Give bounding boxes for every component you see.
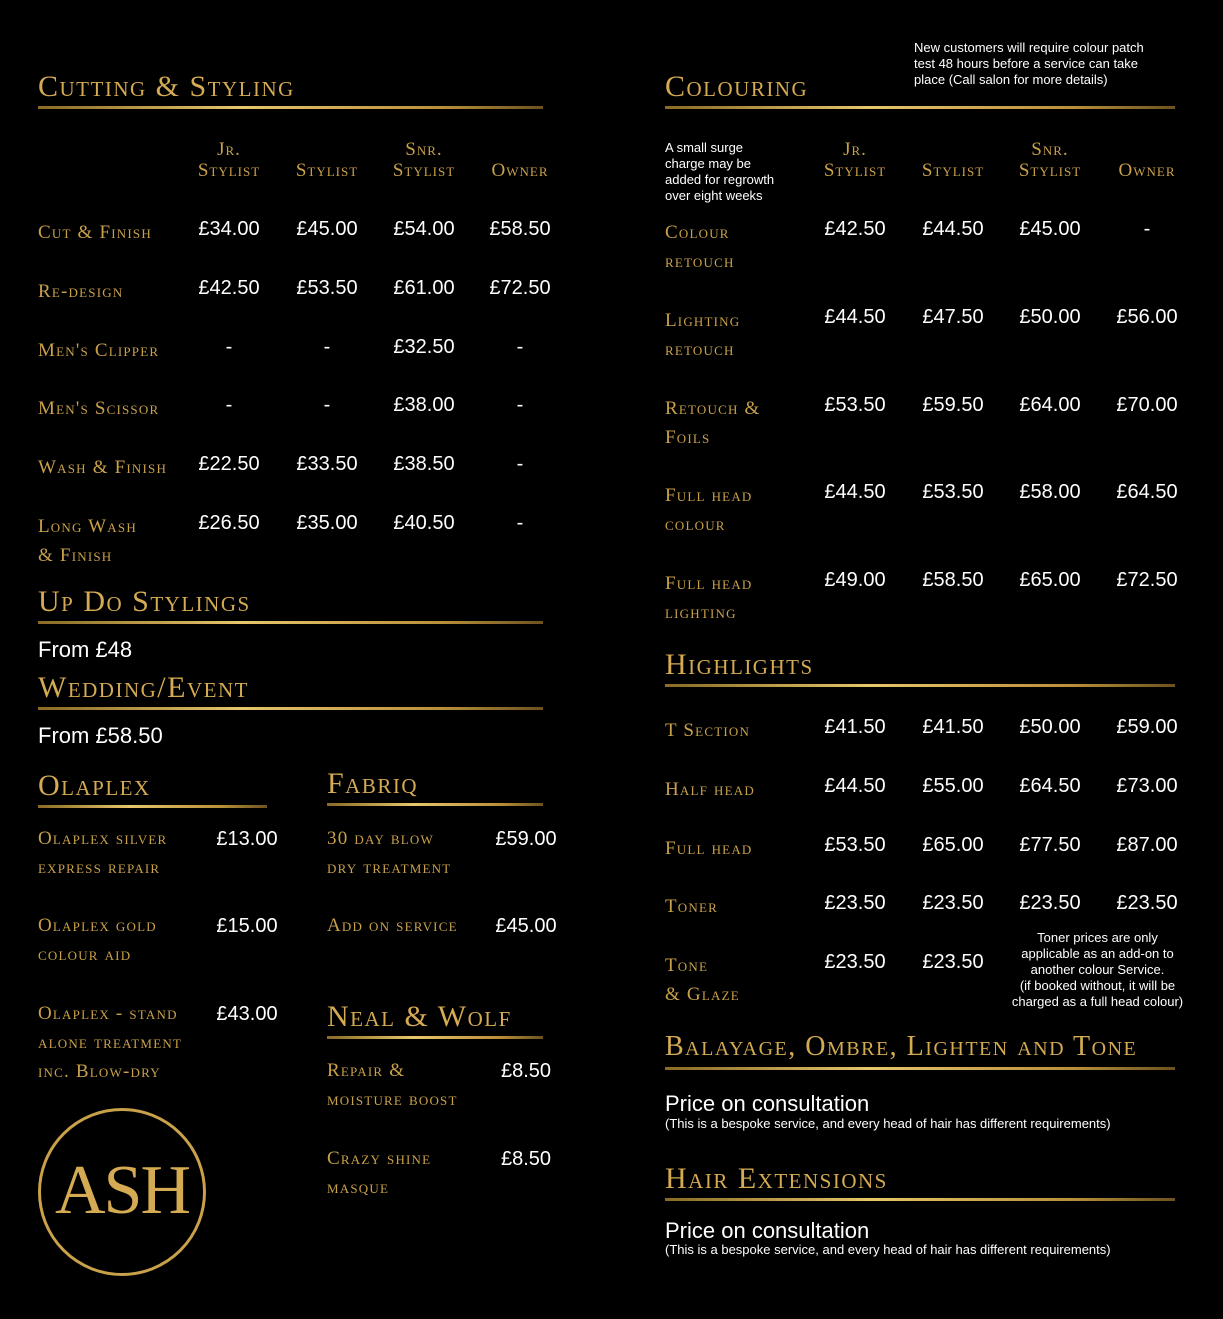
column-header-line: Owner bbox=[491, 160, 549, 181]
wedding-price-text: From £58.50 bbox=[38, 723, 163, 748]
column-header-line: Stylist bbox=[197, 160, 261, 181]
colouring-price: £42.50 bbox=[824, 218, 886, 240]
cutting-price: £58.50 bbox=[489, 218, 551, 240]
highlights-service-name-line: Tone bbox=[665, 955, 709, 977]
column-header-line bbox=[1087, 139, 1207, 160]
ash-logo bbox=[38, 1108, 206, 1276]
colouring-service-name bbox=[665, 394, 760, 452]
cutting-price: £22.50 bbox=[198, 453, 260, 476]
column-header-line: Stylist bbox=[823, 160, 887, 181]
cutting-service-name-line: Men's Scissor bbox=[38, 398, 160, 420]
updo-title: Up Do Stylings bbox=[38, 585, 251, 618]
updo-rule bbox=[38, 621, 543, 624]
cutting-service-name-line: Long Wash bbox=[38, 516, 137, 537]
olaplex-item-name-line: Olaplex silver bbox=[38, 828, 168, 849]
cutting-price: - bbox=[225, 394, 233, 417]
highlights-price: £41.50 bbox=[824, 716, 886, 738]
olaplex-item-name-line: express repair bbox=[38, 857, 161, 878]
colouring-price: £58.50 bbox=[922, 569, 984, 592]
highlights-price: £73.00 bbox=[1116, 774, 1178, 797]
colouring-service-name bbox=[665, 306, 740, 364]
top-notice-line: New customers will require colour patch bbox=[914, 40, 1144, 55]
cutting-price: - bbox=[323, 335, 331, 358]
fabriq-title: Fabriq bbox=[327, 767, 419, 800]
wedding-rule bbox=[38, 707, 543, 710]
highlights-price: £41.50 bbox=[922, 716, 984, 738]
highlights-price: £23.50 bbox=[824, 951, 886, 974]
cutting-service-name-line: Men's Clipper bbox=[38, 339, 160, 361]
colouring-service-name-line: Colour bbox=[665, 222, 730, 243]
highlights-service-name-line: T Section bbox=[665, 720, 751, 741]
colouring-service-name-line: retouch bbox=[665, 338, 735, 360]
cutting-service-name-line: Wash & Finish bbox=[38, 457, 168, 479]
fabriq-item-price: £45.00 bbox=[495, 915, 557, 937]
cutting-price: - bbox=[225, 335, 233, 358]
colouring-column-header bbox=[1087, 139, 1207, 181]
highlights-price: £65.00 bbox=[922, 833, 984, 856]
cutting-price: £53.50 bbox=[296, 276, 358, 299]
cutting-service-name bbox=[38, 453, 167, 482]
wedding-title: Wedding/Event bbox=[38, 671, 249, 704]
cutting-price: £61.00 bbox=[393, 276, 455, 299]
olaplex-item-name-line: Olaplex - stand bbox=[38, 1003, 178, 1024]
colouring-price: £49.00 bbox=[824, 569, 886, 592]
highlights-service-name-line: Toner bbox=[665, 896, 718, 918]
cutting-service-name bbox=[38, 394, 159, 423]
cutting-price: - bbox=[516, 453, 524, 476]
surcharge-note bbox=[665, 140, 815, 204]
fabriq-rule bbox=[327, 803, 543, 806]
highlights-price: £87.00 bbox=[1116, 833, 1178, 856]
colouring-price: £50.00 bbox=[1019, 305, 1081, 328]
nealwolf-rule bbox=[327, 1036, 543, 1039]
cutting-service-name-line: Re-design bbox=[38, 280, 124, 302]
cutting-price: £38.50 bbox=[393, 453, 455, 476]
cutting-service-name bbox=[38, 512, 137, 570]
colouring-service-name-line: Lighting bbox=[665, 309, 741, 331]
cutting-service-name bbox=[38, 218, 152, 247]
colouring-price: £56.00 bbox=[1116, 305, 1178, 328]
highlights-service-name-line: & Glaze bbox=[665, 984, 740, 1006]
toner-note-line: (if booked without, it will be bbox=[1019, 978, 1176, 993]
highlights-price: £53.50 bbox=[824, 833, 886, 856]
highlights-service-name bbox=[665, 892, 718, 921]
cutting-price: £42.50 bbox=[198, 276, 260, 299]
colouring-service-name-line: Full head bbox=[665, 485, 753, 507]
colouring-price: £58.00 bbox=[1019, 481, 1081, 504]
highlights-price: £59.00 bbox=[1116, 716, 1178, 738]
colouring-service-name-line: Full head bbox=[665, 573, 753, 595]
highlights-price: £55.00 bbox=[922, 774, 984, 797]
cutting-price: £34.00 bbox=[198, 218, 260, 240]
cutting-price: £54.00 bbox=[393, 218, 455, 240]
colouring-price: £64.00 bbox=[1019, 393, 1081, 416]
olaplex-item-name-line: inc. Blow-dry bbox=[38, 1061, 161, 1082]
cutting-service-name bbox=[38, 336, 159, 365]
column-header-line: Stylist bbox=[921, 160, 985, 181]
fabriq-item-name bbox=[327, 824, 451, 882]
nealwolf-item-name-line: Repair & bbox=[327, 1060, 406, 1081]
extensions-rule bbox=[665, 1198, 1175, 1201]
highlights-price: £64.50 bbox=[1019, 774, 1081, 797]
colouring-title: Colouring bbox=[665, 70, 809, 103]
cutting-price: - bbox=[516, 512, 524, 534]
highlights-price: £23.50 bbox=[1019, 892, 1081, 915]
colouring-rule bbox=[665, 106, 1175, 109]
cutting-price: - bbox=[516, 394, 524, 417]
highlights-price: £44.50 bbox=[824, 774, 886, 797]
cutting-price: £35.00 bbox=[296, 512, 358, 534]
nealwolf-item-name bbox=[327, 1056, 458, 1114]
olaplex-item-name-line: alone treatment bbox=[38, 1032, 183, 1053]
extensions-title: Hair Extensions bbox=[665, 1162, 888, 1195]
olaplex-item-price: £15.00 bbox=[216, 915, 278, 937]
toner-note-line: charged as a full head colour) bbox=[1011, 994, 1184, 1009]
colouring-price: £70.00 bbox=[1116, 393, 1178, 416]
column-header-line: Jr. bbox=[217, 139, 241, 160]
colouring-price: - bbox=[1143, 218, 1151, 240]
extensions-sub-text: (This is a bespoke service, and every head of hair has different requirements) bbox=[665, 1242, 1111, 1257]
olaplex-item-price: £13.00 bbox=[216, 828, 278, 850]
balayage-rule bbox=[665, 1067, 1175, 1070]
updo-price-text: From £48 bbox=[38, 637, 133, 662]
colouring-price: £53.50 bbox=[922, 481, 984, 504]
colouring-price: £64.50 bbox=[1116, 481, 1178, 504]
colouring-service-name bbox=[665, 481, 753, 539]
fabriq-item-name bbox=[327, 911, 458, 940]
column-header-line bbox=[460, 139, 580, 160]
column-header-line: Stylist bbox=[1018, 160, 1082, 181]
surcharge-note-line: added for regrowth bbox=[665, 172, 775, 187]
colouring-price: £44.50 bbox=[922, 218, 984, 240]
cutting-service-name-line: Cut & Finish bbox=[38, 222, 152, 243]
top-notice-line: place (Call salon for more details) bbox=[914, 72, 1108, 87]
balayage-main-text: Price on consultation bbox=[665, 1091, 870, 1116]
nealwolf-item-price: £8.50 bbox=[500, 1060, 552, 1082]
cutting-price: £40.50 bbox=[393, 512, 455, 534]
nealwolf-item-name-line: Crazy shine bbox=[327, 1148, 432, 1169]
colouring-price: £44.50 bbox=[824, 305, 886, 328]
highlights-price: £23.50 bbox=[1116, 892, 1178, 915]
olaplex-title: Olaplex bbox=[38, 769, 151, 802]
cutting-title: Cutting & Styling bbox=[38, 70, 295, 103]
balayage-sub-text: (This is a bespoke service, and every head of hair has different requirements) bbox=[665, 1116, 1111, 1131]
toner-note bbox=[995, 930, 1200, 1010]
highlights-price: £23.50 bbox=[922, 951, 984, 974]
cutting-service-name-line: & Finish bbox=[38, 545, 113, 566]
olaplex-rule bbox=[38, 805, 267, 808]
logo-text: ASH bbox=[54, 1152, 190, 1229]
colouring-price: £59.50 bbox=[922, 393, 984, 416]
cutting-rule bbox=[38, 106, 543, 109]
toner-note-line: applicable as an add-on to bbox=[1021, 946, 1174, 961]
column-header-line: Stylist bbox=[295, 160, 359, 181]
colouring-price: £65.00 bbox=[1019, 569, 1081, 592]
highlights-price: £23.50 bbox=[824, 892, 886, 915]
colouring-price: £45.00 bbox=[1019, 218, 1081, 240]
cutting-price: £33.50 bbox=[296, 453, 358, 476]
colouring-price: £53.50 bbox=[824, 393, 886, 416]
nealwolf-item-name bbox=[327, 1144, 431, 1202]
highlights-service-name bbox=[665, 951, 740, 1009]
colouring-service-name-line: Retouch & bbox=[665, 397, 761, 419]
toner-note-line: Toner prices are only bbox=[1037, 930, 1158, 945]
cutting-price: £72.50 bbox=[489, 276, 551, 299]
nealwolf-item-price: £8.50 bbox=[500, 1148, 552, 1170]
cutting-column-header bbox=[460, 139, 580, 181]
fabriq-item-price: £59.00 bbox=[495, 828, 557, 850]
cutting-price: £26.50 bbox=[198, 512, 260, 534]
toner-note-line: another colour Service. bbox=[1030, 962, 1165, 977]
highlights-price: £77.50 bbox=[1019, 833, 1081, 856]
nealwolf-item-name-line: moisture boost bbox=[327, 1089, 458, 1110]
colouring-service-name bbox=[665, 218, 735, 276]
olaplex-item-name bbox=[38, 911, 157, 969]
olaplex-item-name bbox=[38, 999, 182, 1086]
colouring-service-name-line: Foils bbox=[665, 426, 711, 448]
column-header-line: Snr. bbox=[1031, 139, 1069, 160]
olaplex-item-name bbox=[38, 824, 167, 882]
column-header-line: Owner bbox=[1118, 160, 1176, 181]
olaplex-item-name-line: colour aid bbox=[38, 944, 132, 965]
column-header-line: Snr. bbox=[405, 139, 443, 160]
extensions-main-text: Price on consultation bbox=[665, 1218, 870, 1243]
surcharge-note-line: over eight weeks bbox=[665, 188, 763, 203]
highlights-title: Highlights bbox=[665, 648, 814, 681]
highlights-service-name bbox=[665, 834, 753, 863]
olaplex-item-name-line: Olaplex gold bbox=[38, 915, 157, 936]
highlights-service-name-line: Half head bbox=[665, 778, 755, 800]
cutting-price: £38.00 bbox=[393, 394, 455, 417]
nealwolf-title: Neal & Wolf bbox=[327, 1000, 512, 1033]
surcharge-note-line: charge may be bbox=[665, 156, 751, 171]
highlights-service-name bbox=[665, 775, 755, 804]
colouring-price: £44.50 bbox=[824, 481, 886, 504]
surcharge-note-line: A small surge bbox=[665, 140, 744, 155]
colouring-service-name bbox=[665, 569, 753, 627]
colouring-service-name-line: retouch bbox=[665, 251, 735, 272]
colouring-price: £72.50 bbox=[1116, 569, 1178, 592]
cutting-price: £32.50 bbox=[393, 335, 455, 358]
highlights-rule bbox=[665, 684, 1175, 687]
olaplex-item-price: £43.00 bbox=[216, 1003, 278, 1025]
colouring-price: £47.50 bbox=[922, 305, 984, 328]
colouring-service-name-line: colour bbox=[665, 514, 726, 536]
cutting-price: - bbox=[516, 335, 524, 358]
highlights-service-name bbox=[665, 716, 750, 745]
highlights-price: £50.00 bbox=[1019, 716, 1081, 738]
balayage-title: Balayage, Ombre, Lighten and Tone bbox=[665, 1031, 1138, 1062]
colouring-service-name-line: lighting bbox=[665, 602, 737, 624]
fabriq-item-name-line: Add on service bbox=[327, 915, 458, 936]
cutting-service-name bbox=[38, 277, 123, 306]
nealwolf-item-name-line: masque bbox=[327, 1177, 390, 1198]
fabriq-item-name-line: dry treatment bbox=[327, 857, 452, 878]
top-notice-line: test 48 hours before a service can take bbox=[914, 56, 1139, 71]
column-header-line: Stylist bbox=[392, 160, 456, 181]
highlights-price: £23.50 bbox=[922, 892, 984, 915]
column-header-line: Jr. bbox=[843, 139, 867, 160]
cutting-price: - bbox=[323, 394, 331, 417]
highlights-service-name-line: Full head bbox=[665, 837, 753, 859]
fabriq-item-name-line: 30 day blow bbox=[327, 828, 434, 849]
cutting-price: £45.00 bbox=[296, 218, 358, 240]
top-notice bbox=[914, 40, 1194, 88]
